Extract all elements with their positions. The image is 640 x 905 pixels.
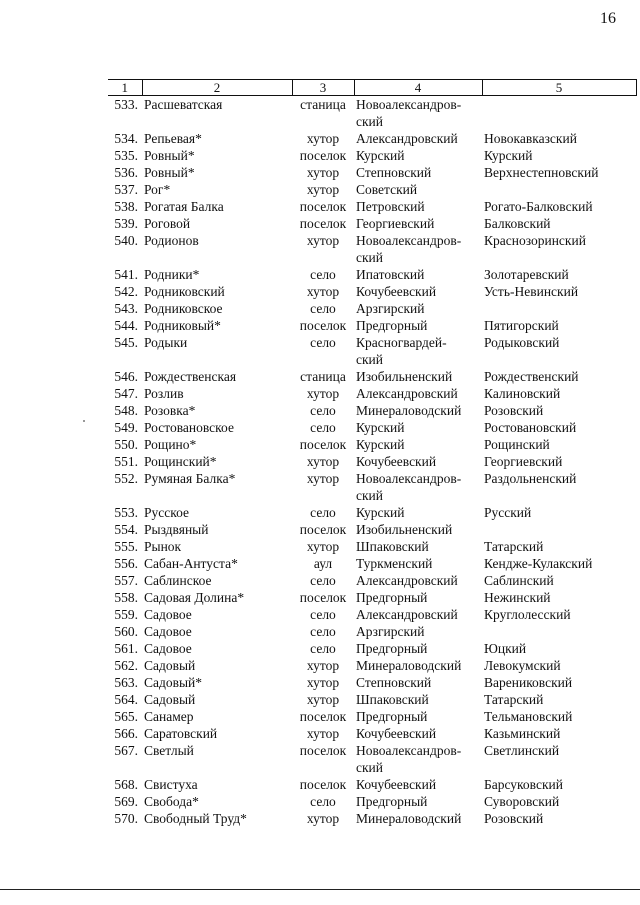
settlement-type: хутор	[306, 233, 340, 248]
municipality: Кендже-Кулакский	[484, 556, 593, 571]
row-number: 543.	[114, 301, 138, 316]
table-row	[108, 164, 636, 181]
district	[354, 164, 482, 181]
district	[354, 300, 482, 317]
settlement-name: Садовое	[144, 641, 192, 656]
settlement-type: хутор	[306, 539, 340, 554]
table-header	[108, 80, 636, 96]
bottom-rule	[0, 889, 640, 890]
district-line-1: Изобильненский	[356, 369, 453, 384]
district-line-1: Туркменский	[356, 556, 433, 571]
settlement-name: Рогатая Балка	[144, 199, 224, 214]
row-number: 563.	[114, 675, 138, 690]
settlement-type: село	[310, 624, 336, 639]
district	[354, 776, 482, 793]
settlement-name: Свободный Труд*	[144, 811, 247, 826]
district-line-2: ский	[356, 488, 383, 503]
municipality: Светлинский	[484, 743, 560, 758]
municipality: Левокумский	[484, 658, 561, 673]
settlement-name: Садовое	[144, 624, 192, 639]
district	[354, 317, 482, 334]
district	[354, 385, 482, 402]
district	[354, 96, 482, 131]
municipality: Барсуковский	[484, 777, 563, 792]
district-line-1: Кочубеевский	[356, 454, 437, 469]
settlement-type: поселок	[299, 199, 347, 214]
table-row	[108, 725, 636, 742]
table-row	[108, 232, 636, 266]
district	[354, 623, 482, 640]
district-line-1: Георгиевский	[356, 216, 435, 231]
settlement-type: хутор	[306, 471, 340, 486]
table-row	[108, 470, 636, 504]
municipality: Верхнестепновский	[484, 165, 599, 180]
district-line-1: Курский	[356, 420, 405, 435]
settlement-name: Румяная Балка*	[144, 471, 236, 486]
settlement-type: хутор	[306, 675, 340, 690]
municipality: Георгиевский	[484, 454, 563, 469]
municipality: Казьминский	[484, 726, 561, 741]
table-row	[108, 504, 636, 521]
municipality: Балковский	[484, 216, 551, 231]
row-number: 546.	[114, 369, 138, 384]
settlement-type: село	[310, 505, 336, 520]
settlement-name: Санамер	[144, 709, 194, 724]
district-line-1: Изобильненский	[356, 522, 453, 537]
district-line-1: Предгорный	[356, 709, 428, 724]
settlement-type: поселок	[299, 590, 347, 605]
settlement-type: станица	[300, 97, 346, 112]
row-number: 541.	[114, 267, 138, 282]
settlement-name: Расшеватская	[144, 97, 223, 112]
district	[354, 402, 482, 419]
settlement-type: поселок	[299, 777, 347, 792]
table-row	[108, 317, 636, 334]
table-row	[108, 436, 636, 453]
row-number: 566.	[114, 726, 138, 741]
district	[354, 742, 482, 776]
district	[354, 504, 482, 521]
district	[354, 147, 482, 164]
row-number: 534.	[114, 131, 138, 146]
district	[354, 521, 482, 538]
settlement-name: Рождественская	[144, 369, 237, 384]
settlement-name: Светлый	[144, 743, 194, 758]
table-row	[108, 793, 636, 810]
settlement-type: хутор	[306, 131, 340, 146]
row-number: 564.	[114, 692, 138, 707]
district-line-1: Александровский	[356, 573, 458, 588]
district-line-1: Предгорный	[356, 641, 428, 656]
municipality: Рогато-Балковский	[484, 199, 593, 214]
district	[354, 453, 482, 470]
district-line-1: Минераловодский	[356, 811, 462, 826]
district-line-1: Предгорный	[356, 794, 428, 809]
row-number: 544.	[114, 318, 138, 333]
settlement-type: село	[310, 607, 336, 622]
municipality: Татарский	[484, 692, 544, 707]
settlement-name: Садовый	[144, 692, 196, 707]
district-line-1: Александровский	[356, 386, 458, 401]
district	[354, 572, 482, 589]
table-row	[108, 130, 636, 147]
district-line-1: Арзгирский	[356, 624, 425, 639]
settlements-table	[108, 79, 637, 827]
district	[354, 691, 482, 708]
row-number: 560.	[114, 624, 138, 639]
settlement-name: Садовый	[144, 658, 196, 673]
table-row	[108, 385, 636, 402]
municipality: Пятигорский	[484, 318, 559, 333]
district	[354, 198, 482, 215]
district-line-2: ский	[356, 352, 383, 367]
table-row	[108, 181, 636, 198]
district-line-1: Минераловодский	[356, 403, 462, 418]
municipality: Ростовановский	[484, 420, 577, 435]
table-row	[108, 657, 636, 674]
settlement-type: станица	[300, 369, 346, 384]
settlement-name: Родниковское	[144, 301, 223, 316]
table-row	[108, 402, 636, 419]
header-row	[108, 80, 636, 96]
settlement-type: поселок	[299, 437, 347, 452]
settlement-name: Репьевая*	[144, 131, 202, 146]
district	[354, 708, 482, 725]
settlement-type: село	[310, 301, 336, 316]
row-number: 540.	[114, 233, 138, 248]
settlement-name: Родыки	[144, 335, 188, 350]
settlement-name: Рыздвяный	[144, 522, 209, 537]
district-line-1: Курский	[356, 505, 405, 520]
settlement-type: аул	[313, 556, 333, 571]
row-number: 565.	[114, 709, 138, 724]
settlement-type: поселок	[299, 743, 347, 758]
district-line-2: ский	[356, 114, 383, 129]
settlement-name: Ровный*	[144, 148, 195, 163]
settlement-name: Садовая Долина*	[144, 590, 245, 605]
municipality	[482, 181, 636, 198]
row-number: 557.	[114, 573, 138, 588]
header-col-4: 4	[354, 80, 482, 96]
municipality: Рощинский	[484, 437, 550, 452]
district-line-1: Арзгирский	[356, 301, 425, 316]
settlement-name: Свистуха	[144, 777, 198, 792]
municipality: Калиновский	[484, 386, 561, 401]
settlement-name: Русское	[144, 505, 190, 520]
table-row	[108, 623, 636, 640]
row-number: 558.	[114, 590, 138, 605]
row-number: 561.	[114, 641, 138, 656]
settlement-name: Родниковый*	[144, 318, 221, 333]
table-row	[108, 691, 636, 708]
header-col-5: 5	[482, 80, 636, 96]
row-number: 545.	[114, 335, 138, 350]
settlement-name: Свобода*	[144, 794, 199, 809]
settlement-type: хутор	[306, 658, 340, 673]
district	[354, 130, 482, 147]
municipality: Нежинский	[484, 590, 551, 605]
scan-speck	[83, 420, 85, 422]
table-row	[108, 742, 636, 776]
settlement-type: хутор	[306, 386, 340, 401]
district-line-1: Кочубеевский	[356, 777, 437, 792]
municipality: Варениковский	[484, 675, 573, 690]
district	[354, 793, 482, 810]
table-row	[108, 589, 636, 606]
table-row	[108, 674, 636, 691]
settlement-type: поселок	[299, 216, 347, 231]
district	[354, 555, 482, 572]
table-row	[108, 198, 636, 215]
municipality: Усть-Невинский	[484, 284, 579, 299]
row-number: 554.	[114, 522, 138, 537]
district-line-1: Шпаковский	[356, 692, 429, 707]
row-number: 570.	[114, 811, 138, 826]
settlement-name: Рог*	[144, 182, 171, 197]
row-number: 550.	[114, 437, 138, 452]
table-row	[108, 606, 636, 623]
table-row	[108, 810, 636, 827]
municipality: Курский	[484, 148, 533, 163]
row-number: 567.	[114, 743, 138, 758]
district	[354, 266, 482, 283]
table-row	[108, 521, 636, 538]
settlement-name: Садовое	[144, 607, 192, 622]
table-row	[108, 96, 636, 131]
district	[354, 674, 482, 691]
header-col-1: 1	[108, 80, 142, 96]
row-number: 547.	[114, 386, 138, 401]
municipality: Круглолесский	[484, 607, 571, 622]
district-line-2: ский	[356, 250, 383, 265]
municipality: Золотаревский	[484, 267, 569, 282]
district	[354, 606, 482, 623]
municipality: Розовский	[484, 403, 544, 418]
header-col-2: 2	[142, 80, 292, 96]
settlement-type: хутор	[306, 811, 340, 826]
settlement-type: поселок	[299, 709, 347, 724]
settlement-name: Садовый*	[144, 675, 203, 690]
settlement-type: поселок	[299, 148, 347, 163]
district-line-2: ский	[356, 760, 383, 775]
row-number: 551.	[114, 454, 138, 469]
municipality	[482, 96, 636, 131]
settlement-type: село	[310, 794, 336, 809]
district-line-1: Новоалександров-	[356, 233, 462, 248]
table-row	[108, 555, 636, 572]
table-row	[108, 283, 636, 300]
municipality: Раздольненский	[484, 471, 577, 486]
municipality: Родыковский	[484, 335, 560, 350]
district-line-1: Советский	[356, 182, 418, 197]
district-line-1: Петровский	[356, 199, 425, 214]
row-number: 568.	[114, 777, 138, 792]
settlement-type: поселок	[299, 522, 347, 537]
settlement-name: Роговой	[144, 216, 191, 231]
district-line-1: Степновский	[356, 165, 432, 180]
settlement-name: Розлив	[144, 386, 184, 401]
district	[354, 810, 482, 827]
table-row	[108, 419, 636, 436]
district	[354, 640, 482, 657]
table-row	[108, 266, 636, 283]
district-line-1: Ипатовский	[356, 267, 425, 282]
table-row	[108, 538, 636, 555]
municipality	[482, 521, 636, 538]
settlement-name: Рынок	[144, 539, 182, 554]
municipality	[482, 300, 636, 317]
table-row	[108, 776, 636, 793]
header-col-3: 3	[292, 80, 354, 96]
settlement-type: село	[310, 420, 336, 435]
settlement-name: Розовка*	[144, 403, 196, 418]
settlement-name: Ростовановское	[144, 420, 234, 435]
row-number: 548.	[114, 403, 138, 418]
settlement-name: Ровный*	[144, 165, 195, 180]
row-number: 553.	[114, 505, 138, 520]
settlement-name: Родионов	[144, 233, 199, 248]
row-number: 559.	[114, 607, 138, 622]
settlement-type: хутор	[306, 182, 340, 197]
row-number: 538.	[114, 199, 138, 214]
settlement-name: Родниковский	[144, 284, 225, 299]
settlement-name: Саратовский	[144, 726, 218, 741]
settlement-name: Рощино*	[144, 437, 197, 452]
district-line-1: Красногвардей-	[356, 335, 447, 350]
district	[354, 470, 482, 504]
row-number: 555.	[114, 539, 138, 554]
district	[354, 419, 482, 436]
settlement-name: Сабан-Антуста*	[144, 556, 238, 571]
row-number: 535.	[114, 148, 138, 163]
row-number: 556.	[114, 556, 138, 571]
municipality: Суворовский	[484, 794, 560, 809]
district-line-1: Александровский	[356, 131, 458, 146]
settlement-name: Рощинский*	[144, 454, 217, 469]
district-line-1: Новоалександров-	[356, 743, 462, 758]
district	[354, 368, 482, 385]
row-number: 569.	[114, 794, 138, 809]
district	[354, 538, 482, 555]
row-number: 537.	[114, 182, 138, 197]
row-number: 562.	[114, 658, 138, 673]
row-number: 542.	[114, 284, 138, 299]
row-number: 536.	[114, 165, 138, 180]
table-row	[108, 215, 636, 232]
municipality: Русский	[484, 505, 532, 520]
settlement-name: Родники*	[144, 267, 200, 282]
table-row	[108, 368, 636, 385]
settlement-type: хутор	[306, 454, 340, 469]
row-number: 533.	[114, 97, 138, 112]
table-row	[108, 147, 636, 164]
row-number: 539.	[114, 216, 138, 231]
settlement-type: поселок	[299, 318, 347, 333]
district	[354, 334, 482, 368]
settlement-type: хутор	[306, 284, 340, 299]
district-line-1: Александровский	[356, 607, 458, 622]
district-line-1: Предгорный	[356, 590, 428, 605]
page-number: 16	[600, 10, 616, 27]
district	[354, 215, 482, 232]
municipality: Тельмановский	[484, 709, 573, 724]
settlement-type: село	[310, 267, 336, 282]
district-line-1: Кочубеевский	[356, 284, 437, 299]
district-line-1: Новоалександров-	[356, 471, 462, 486]
district-line-1: Курский	[356, 437, 405, 452]
district-line-1: Шпаковский	[356, 539, 429, 554]
settlement-type: хутор	[306, 726, 340, 741]
table-row	[108, 640, 636, 657]
district	[354, 436, 482, 453]
district-line-1: Предгорный	[356, 318, 428, 333]
settlement-type: село	[310, 641, 336, 656]
table-row	[108, 300, 636, 317]
row-number: 552.	[114, 471, 138, 486]
district	[354, 232, 482, 266]
district-line-1: Курский	[356, 148, 405, 163]
settlement-type: село	[310, 403, 336, 418]
settlement-type: хутор	[306, 165, 340, 180]
settlement-type: село	[310, 335, 336, 350]
table-body	[108, 96, 636, 828]
table-row	[108, 334, 636, 368]
district	[354, 283, 482, 300]
district	[354, 657, 482, 674]
settlements-table-wrap	[108, 79, 636, 827]
district-line-1: Новоалександров-	[356, 97, 462, 112]
municipality: Рождественский	[484, 369, 579, 384]
municipality	[482, 623, 636, 640]
municipality: Краснозоринский	[484, 233, 586, 248]
municipality: Розовский	[484, 811, 544, 826]
settlement-type: хутор	[306, 692, 340, 707]
municipality: Саблинский	[484, 573, 554, 588]
district-line-1: Минераловодский	[356, 658, 462, 673]
municipality: Новокавказский	[484, 131, 577, 146]
table-row	[108, 572, 636, 589]
district-line-1: Кочубеевский	[356, 726, 437, 741]
municipality: Татарский	[484, 539, 544, 554]
district-line-1: Степновский	[356, 675, 432, 690]
district	[354, 589, 482, 606]
settlement-type: село	[310, 573, 336, 588]
municipality: Юцкий	[484, 641, 527, 656]
table-row	[108, 453, 636, 470]
settlement-name: Саблинское	[144, 573, 212, 588]
row-number: 549.	[114, 420, 138, 435]
district	[354, 181, 482, 198]
table-row	[108, 708, 636, 725]
district	[354, 725, 482, 742]
